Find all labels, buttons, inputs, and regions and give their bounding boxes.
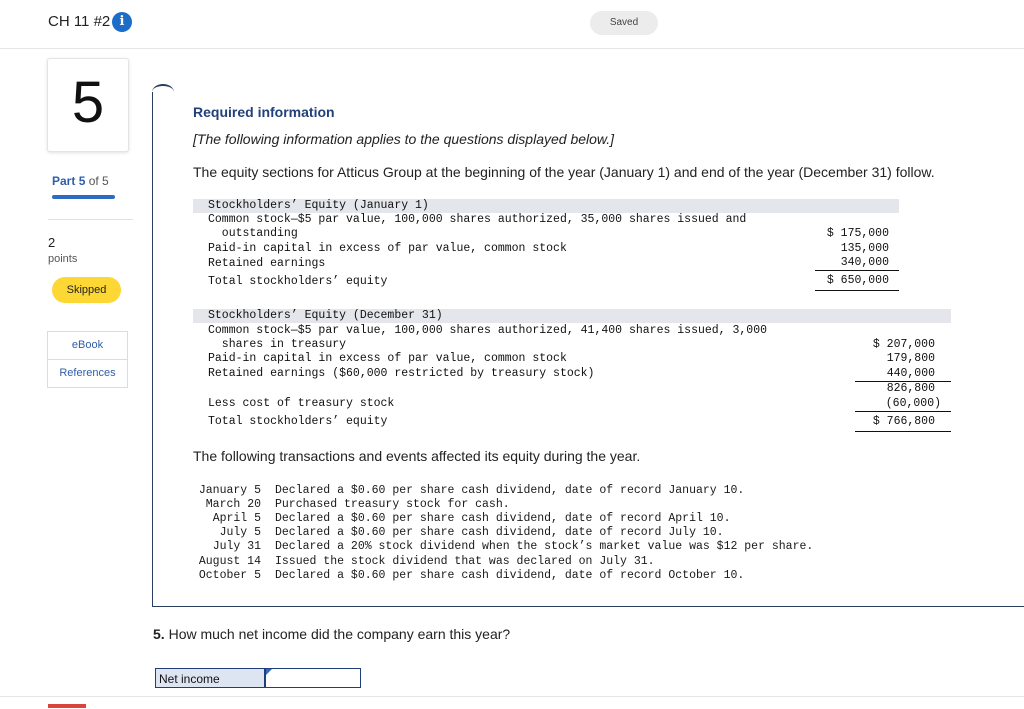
question-prompt: How much net income did the company earn this year? xyxy=(168,626,511,642)
part-total: of 5 xyxy=(88,174,109,188)
points-label: points xyxy=(48,253,78,265)
question-number-label: 5. xyxy=(153,626,165,642)
dec-table-title: Stockholders’ Equity (December 31) xyxy=(208,309,443,322)
dec-subtotal-amount: 826,800 xyxy=(886,382,935,395)
jan-retained-earnings-label: Retained earnings xyxy=(208,257,326,270)
net-income-input[interactable] xyxy=(265,668,361,688)
dec-paid-in-capital-label: Paid-in capital in excess of par value, common stock xyxy=(208,352,567,365)
jan-total-underline xyxy=(815,290,899,291)
jan-paid-in-capital-label: Paid-in capital in excess of par value, common stock xyxy=(208,242,567,255)
frame-bottom-border xyxy=(152,606,1024,607)
jan-paid-in-amount: 135,000 xyxy=(840,242,889,255)
transaction-date: March 20 xyxy=(205,498,261,511)
sidebar-divider xyxy=(48,219,133,220)
net-income-label: Net income xyxy=(155,668,265,688)
bottom-progress-marker xyxy=(48,704,86,708)
dec-common-stock-label-cont: shares in treasury xyxy=(208,338,347,351)
transaction-description: Purchased treasury stock for cash. xyxy=(275,498,510,511)
transaction-date: July 5 xyxy=(219,526,261,539)
applies-note: [The following information applies to the questions displayed below.] xyxy=(193,131,615,147)
dec-treasury-amount: (60,000) xyxy=(885,397,941,410)
dec-common-stock-amount: $ 207,000 xyxy=(872,338,935,351)
question-number: 5 xyxy=(71,70,105,135)
frame-accent xyxy=(152,84,174,100)
question-text xyxy=(153,626,510,642)
jan-total-amount: $ 650,000 xyxy=(826,274,889,287)
dec-common-stock-label: Common stock—$5 par value, 100,000 shares authorized, 41,400 shares issued, 3,000 xyxy=(208,324,767,337)
skipped-status-badge: Skipped xyxy=(52,277,121,303)
frame-left-border xyxy=(152,92,153,607)
bottom-divider xyxy=(0,696,1024,697)
part-current: 5 xyxy=(78,174,86,188)
part-progress-bar xyxy=(52,195,115,199)
transaction-date: January 5 xyxy=(198,484,261,497)
transactions-intro: The following transactions and events affected its equity during the year. xyxy=(193,448,641,464)
part-indicator xyxy=(52,174,109,188)
transaction-date: October 5 xyxy=(198,569,261,582)
intro-text: The equity sections for Atticus Group at the beginning of the year (January 1) and end of the year (December 31) follow. xyxy=(193,164,935,180)
transaction-description: Declared a $0.60 per share cash dividend, date of record January 10. xyxy=(275,484,745,497)
transaction-date: July 31 xyxy=(212,540,261,553)
dec-total-label: Total stockholders’ equity xyxy=(208,415,388,428)
saved-status-badge: Saved xyxy=(590,11,658,35)
jan-total-label: Total stockholders’ equity xyxy=(208,275,388,288)
transaction-date: August 14 xyxy=(198,555,261,568)
dec-paid-in-amount: 179,800 xyxy=(886,352,935,365)
question-number-card xyxy=(47,58,129,152)
transaction-date: April 5 xyxy=(212,512,261,525)
assignment-title: CH 11 #2 xyxy=(48,13,111,30)
dec-total-underline xyxy=(855,431,951,432)
transaction-description: Declared a 20% stock dividend when the stock’s market value was $12 per share. xyxy=(275,540,814,553)
transaction-description: Issued the stock dividend that was declared on July 31. xyxy=(275,555,655,568)
jan-subtotal-underline xyxy=(815,270,899,271)
dec-total-amount: $ 766,800 xyxy=(872,415,935,428)
top-bar xyxy=(0,0,1024,49)
info-icon[interactable]: i xyxy=(112,12,132,32)
dec-treasury-underline xyxy=(855,411,951,412)
jan-common-stock-label: Common stock—$5 par value, 100,000 shares authorized, 35,000 shares issued and xyxy=(208,213,747,226)
dec-retained-earnings-amount: 440,000 xyxy=(886,367,935,380)
dec-retained-earnings-label: Retained earnings ($60,000 restricted by treasury stock) xyxy=(208,367,595,380)
ebook-button[interactable]: eBook xyxy=(47,331,128,360)
points-value: 2 xyxy=(48,235,56,250)
transaction-description: Declared a $0.60 per share cash dividend, date of record July 10. xyxy=(275,526,724,539)
dec-treasury-label: Less cost of treasury stock xyxy=(208,397,395,410)
jan-table-title: Stockholders’ Equity (January 1) xyxy=(208,199,429,212)
transaction-description: Declared a $0.60 per share cash dividend, date of record October 10. xyxy=(275,569,745,582)
jan-retained-earnings-amount: 340,000 xyxy=(840,256,889,269)
jan-common-stock-amount: $ 175,000 xyxy=(826,227,889,240)
references-button[interactable]: References xyxy=(47,359,128,388)
transaction-description: Declared a $0.60 per share cash dividend, date of record April 10. xyxy=(275,512,731,525)
input-flag-icon xyxy=(266,669,272,675)
part-label: Part xyxy=(52,174,76,188)
jan-common-stock-label-cont: outstanding xyxy=(208,227,298,240)
required-information-heading: Required information xyxy=(193,104,335,120)
